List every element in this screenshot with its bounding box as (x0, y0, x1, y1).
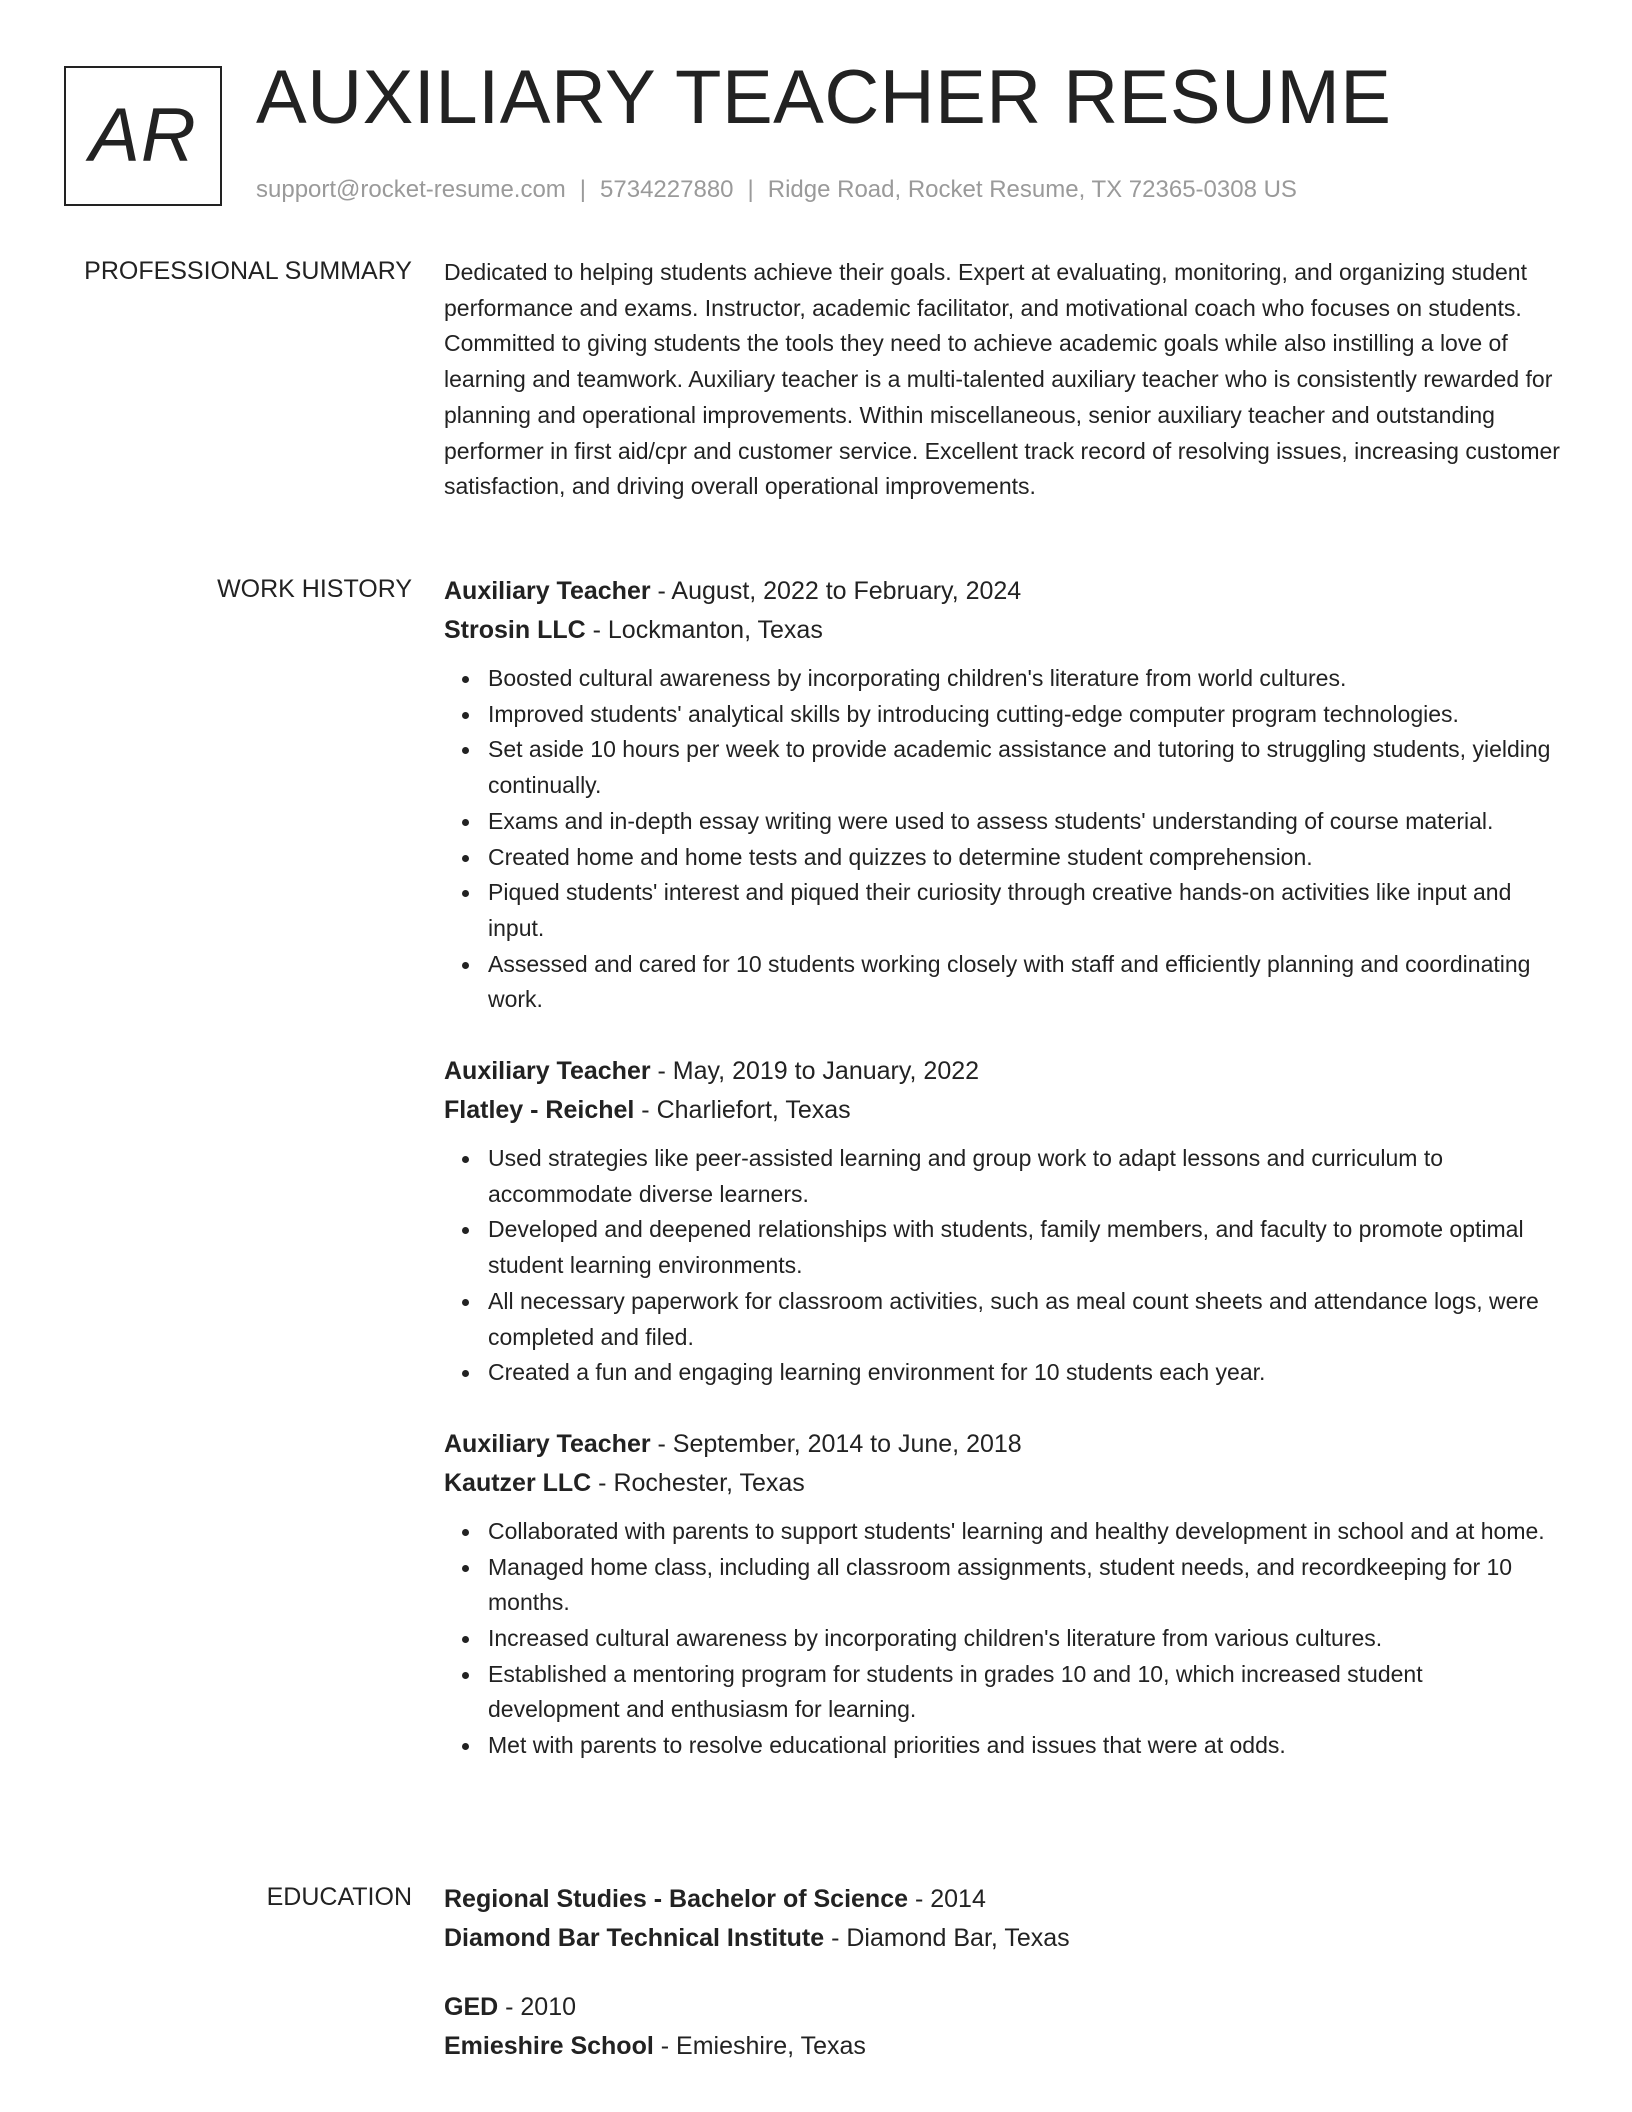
education-degree: GED (444, 1993, 499, 2021)
job-company-line (444, 1464, 1560, 1503)
education-entry (444, 1880, 1560, 1958)
education-year: - 2014 (908, 1885, 986, 1913)
section-label-education: EDUCATION (266, 1883, 412, 1911)
job-bullet: Boosted cultural awareness by incorporating children's literature from world cultures. (488, 661, 1560, 697)
resume-title: AUXILIARY TEACHER RESUME (256, 55, 1392, 140)
job-bullet: All necessary paperwork for classroom activities, such as meal count sheets and attendance logs, were completed and filed. (488, 1284, 1560, 1355)
contact-separator: | (579, 176, 587, 203)
job-bullet: Created a fun and engaging learning environment for 10 students each year. (488, 1355, 1560, 1391)
job-title-line (444, 1052, 1560, 1091)
education-year: - 2010 (498, 1993, 577, 2021)
job-title: Auxiliary Teacher (444, 1429, 651, 1458)
job-bullet-list (444, 1141, 1560, 1391)
job-bullet: Developed and deepened relationships with students, family members, and faculty to promote optimal student learning environments. (488, 1212, 1560, 1283)
job-company: Kautzer LLC (444, 1468, 592, 1497)
job-company-line (444, 1091, 1560, 1130)
education-degree: Regional Studies - Bachelor of Science (444, 1885, 909, 1913)
work-history-body (444, 572, 1560, 1798)
job-bullet: Met with parents to resolve educational priorities and issues that were at odds. (488, 1728, 1560, 1764)
contact-email: support@rocket-resume.com (256, 176, 566, 203)
job-bullet: Managed home class, including all classroom assignments, student needs, and recordkeeping for 10 months. (488, 1550, 1560, 1621)
contact-line (256, 174, 1297, 206)
contact-separator: | (747, 176, 754, 203)
job-dates: - May, 2019 to January, 2022 (650, 1057, 980, 1086)
job-bullet: Assessed and cared for 10 students working closely with staff and efficiently planning and coordinating work. (488, 947, 1560, 1018)
job-location: - Rochester, Texas (591, 1468, 805, 1497)
contact-address: Ridge Road, Rocket Resume, TX 72365-0308 US (767, 176, 1297, 203)
job-bullet: Established a mentoring program for students in grades 10 and 10, which increased student development and enthusiasm for learning. (488, 1657, 1560, 1728)
job-bullet: Piqued students' interest and piqued their curiosity through creative hands-on activities like input and input. (488, 875, 1560, 946)
education-entry (444, 1988, 1560, 2066)
job-bullet: Increased cultural awareness by incorporating children's literature from various cultures. (488, 1621, 1560, 1657)
job-company-line (444, 611, 1560, 650)
job-bullet-list (444, 661, 1560, 1018)
job-bullet: Used strategies like peer-assisted learning and group work to adapt lessons and curriculum to accommodate diverse learners. (488, 1141, 1560, 1212)
job-entry (444, 572, 1560, 1018)
contact-phone: 5734227880 (600, 176, 734, 203)
job-company: Flatley - Reichel (444, 1096, 635, 1125)
education-school-line (444, 1919, 1560, 1958)
education-body (444, 1880, 1560, 2096)
education-school-line (444, 2027, 1560, 2066)
monogram-initials: AR (89, 93, 197, 178)
section-label-summary: PROFESSIONAL SUMMARY (84, 257, 412, 285)
job-bullet: Collaborated with parents to support students' learning and healthy development in school and at home. (488, 1514, 1560, 1550)
job-bullet-list (444, 1514, 1560, 1764)
job-bullet: Set aside 10 hours per week to provide academic assistance and tutoring to struggling students, yielding continually. (488, 732, 1560, 803)
job-dates: - September, 2014 to June, 2018 (650, 1429, 1022, 1458)
job-title-line (444, 1425, 1560, 1464)
job-dates: - August, 2022 to February, 2024 (650, 577, 1022, 605)
job-title-line (444, 572, 1560, 611)
job-entry (444, 1052, 1560, 1391)
job-company: Strosin LLC (444, 616, 586, 644)
job-bullet: Exams and in-depth essay writing were used to assess students' understanding of course material. (488, 804, 1560, 840)
education-degree-line (444, 1988, 1560, 2027)
job-title: Auxiliary Teacher (444, 1057, 651, 1086)
job-bullet: Created home and home tests and quizzes to determine student comprehension. (488, 840, 1560, 876)
job-location: - Lockmanton, Texas (585, 616, 823, 644)
education-school: Diamond Bar Technical Institute (444, 1924, 825, 1952)
job-title: Auxiliary Teacher (444, 577, 651, 605)
job-bullet: Improved students' analytical skills by introducing cutting-edge computer program technologies. (488, 697, 1560, 733)
job-location: - Charliefort, Texas (634, 1096, 851, 1125)
summary-body (444, 255, 1560, 505)
education-location: - Diamond Bar, Texas (824, 1924, 1070, 1952)
job-entry (444, 1425, 1560, 1764)
education-school: Emieshire School (444, 2032, 654, 2060)
education-location: - Emieshire, Texas (653, 2032, 866, 2060)
section-label-work-history: WORK HISTORY (217, 575, 412, 603)
summary-text: Dedicated to helping students achieve their goals. Expert at evaluating, monitoring, and organizing student performance and exams. Instructor, academic facilitator, and motivational coach who focuses on students. Committed to giving students the tools they need to achieve academic goals while also instilling a love of learning and teamwork. Auxiliary teacher is a multi-talented auxiliary teacher who is consistently rewarded for planning and operational improvements. Within miscellaneous, senior auxiliary teacher and outstanding performer in first aid/cpr and customer service. Excellent track record of resolving issues, increasing customer satisfaction, and driving overall operational improvements. (444, 259, 1560, 500)
education-degree-line (444, 1880, 1560, 1919)
monogram-box (64, 66, 222, 206)
